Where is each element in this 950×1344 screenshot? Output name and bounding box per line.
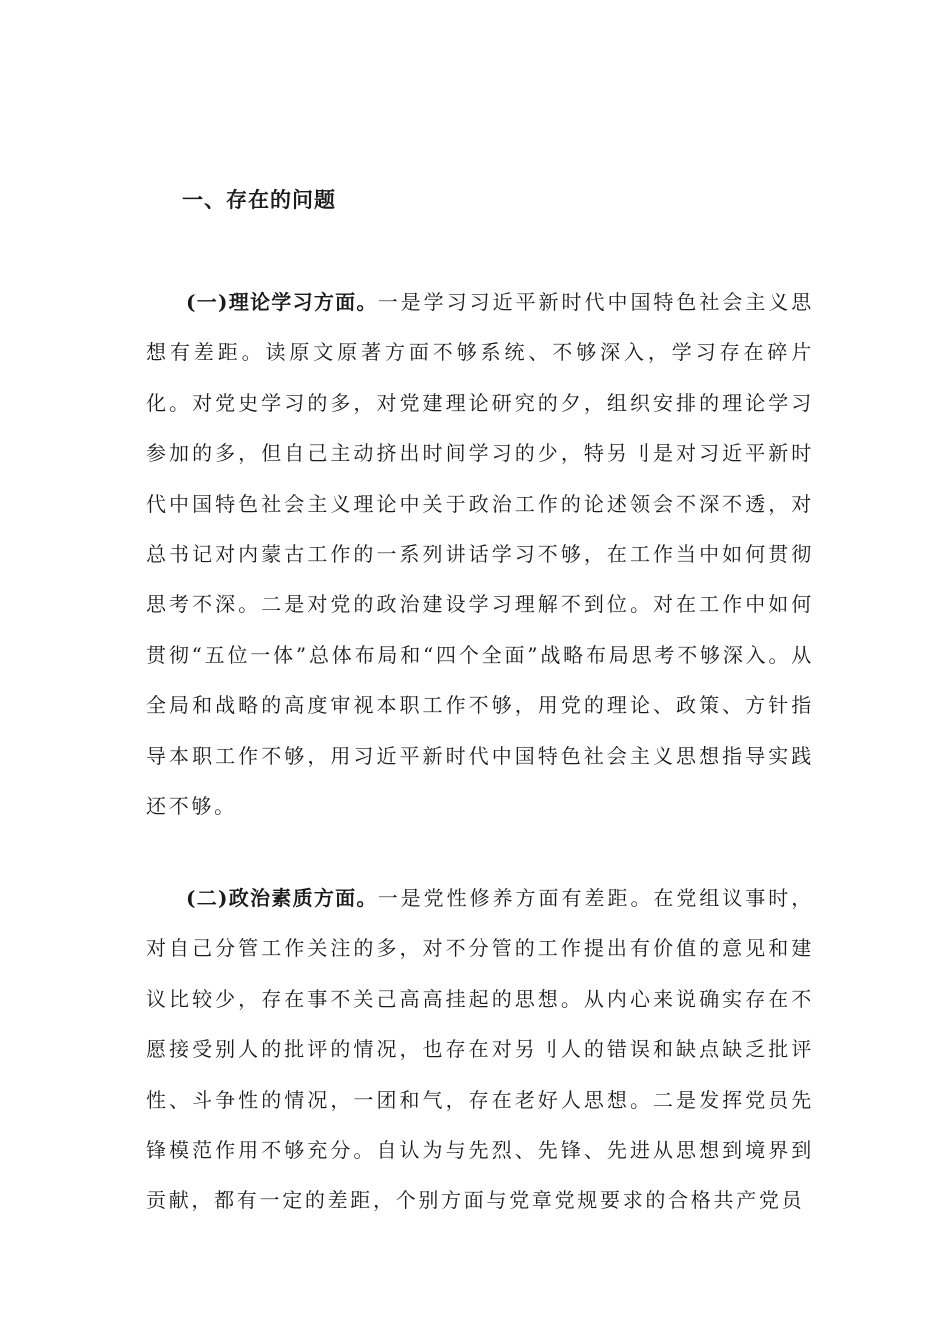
- paragraph-political-quality: [146, 873, 814, 1226]
- paragraph-lead: (二)政治素质方面。: [186, 886, 378, 910]
- paragraph-body: 一是学习习近平新时代中国特色社会主义思想有差距。读原文原著方面不够系统、不够深入，学习存在碎片化。对党史学习的多，对党建理论研究的夕，组织安排的理论学习参加的多，但自己主动挤出时间学习的少，特另刂是对习近平新时代中国特色社会主义理论中关于政治工作的论述领会不深不透，对总书记对内蒙古工作的一系列讲话学习不够，在工作当中如何贯彻思考不深。二是对党的政治建设学习理解不到位。对在工作中如何贯彻“五位一体”总体布局和“四个全面”战略布局思考不够深入。从全局和战略的高度审视本职工作不够，用党的理论、政策、方针指导本职工作不够，用习近平新时代中国特色社会主义思想指导实践还不够。: [146, 290, 814, 819]
- paragraph-theory-study: [146, 277, 814, 831]
- section-heading: 一、存在的问题: [182, 187, 336, 212]
- paragraph-lead: (一)理论学习方面。: [186, 290, 378, 314]
- paragraph-body: 一是党性修养方面有差距。在党组议事时，对自己分管工作关注的多，对不分管的工作提出有价值的意见和建议比较少，存在事不关己高高挂起的思想。从内心来说确实存在不愿接受别人的批评的情况，也存在对另刂人的错误和缺点缺乏批评性、斗争性的情况，一团和气，存在老好人思想。二是发挥党员先锋模范作用不够充分。自认为与先烈、先锋、先进从思想到境界到贡献，都有一定的差距，个别方面与党章党规要求的合格共产党员: [146, 886, 814, 1213]
